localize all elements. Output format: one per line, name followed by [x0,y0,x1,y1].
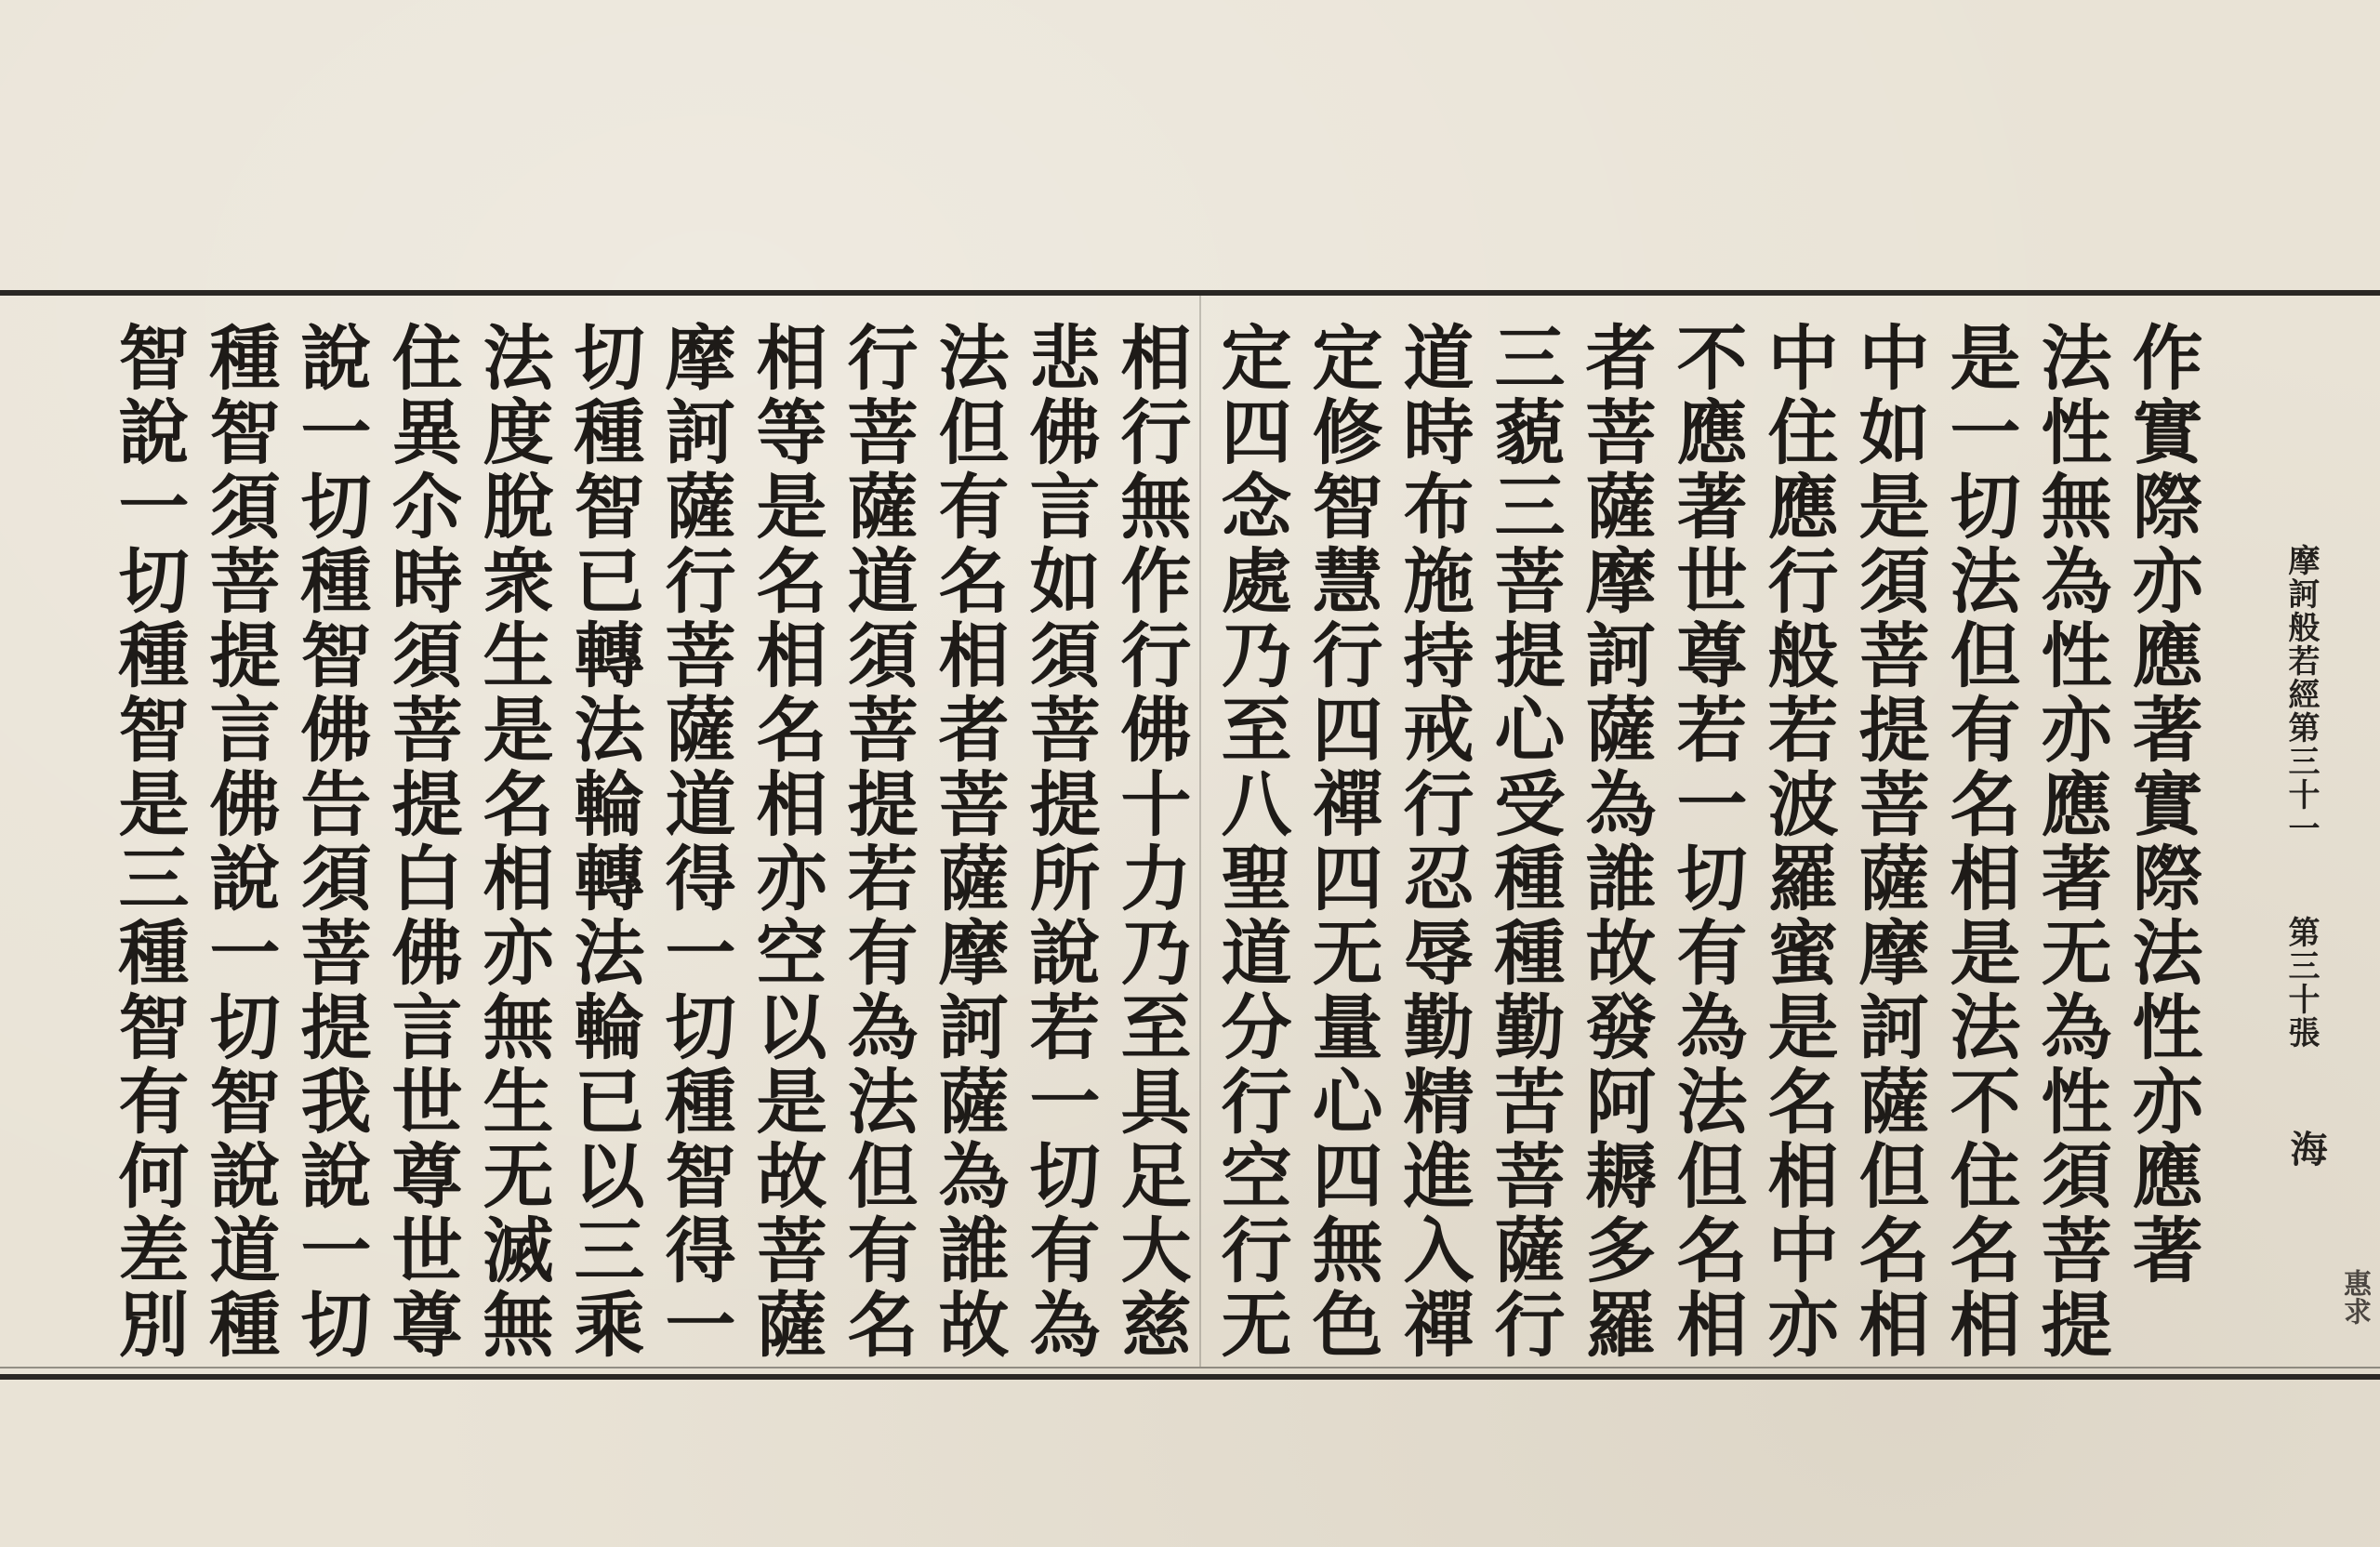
text-column: 定四念處乃至八聖道分行空行无 [1210,321,1292,1362]
text-column: 行菩薩道須菩提若有為法但有名 [836,321,919,1362]
text-column: 法但有名相者菩薩摩訶薩為誰故 [927,321,1010,1362]
margin-page-number: 第三十張 [2282,916,2320,1050]
text-column: 定修智慧行四禪四无量心四無色 [1301,321,1383,1362]
text-column: 相行無作行佛十力乃至具足大慈 [1109,321,1192,1362]
top-border-line [0,290,2380,296]
text-column: 住異尒時須菩提白佛言世尊世尊 [380,321,463,1362]
text-column: 說一切種智佛告須菩提我說一切 [289,321,372,1362]
text-column: 相等是名相名相亦空以是故菩薩 [745,321,827,1362]
text-columns [0,302,2380,1371]
text-column: 中如是須菩提菩薩摩訶薩但名相 [1847,321,1930,1362]
text-column: 道時布施持戒行忍辱勤精進入禪 [1392,321,1474,1362]
bottom-border-line [0,1374,2380,1380]
text-column: 切種智已轉法輪轉法輪已以三乘 [562,321,645,1362]
text-column: 是一切法但有名相是法不住名相 [1938,321,2021,1362]
text-column: 智說一切種智是三種智有何差別 [107,321,190,1362]
text-column: 者菩薩摩訶薩為誰故發阿耨多羅 [1574,321,1657,1362]
text-column: 法度脫衆生是名相亦無生无滅無 [471,321,554,1362]
margin-catalog-glyph: 海 [2284,1130,2328,1167]
text-column: 中住應行般若波羅蜜是名相中亦 [1756,321,1839,1362]
text-column: 作實際亦應著實際法性亦應著 [2121,321,2203,1288]
text-column: 三藐三菩提心受種種勤苦菩薩行 [1483,321,1566,1362]
text-column: 摩訶薩行菩薩道得一切種智得一 [654,321,736,1362]
text-column: 法性無為性亦應著无為性須菩提 [2030,321,2112,1362]
text-column: 悲佛言如須菩提所說若一切有為 [1018,321,1101,1362]
margin-sutra-title: 摩訶般若經第三十一 [2282,544,2320,845]
text-column: 不應著世尊若一切有為法但名相 [1665,321,1748,1362]
text-column: 種智須菩提言佛說一切智說道種 [198,321,281,1362]
margin-carver-mark: 惠求 [2338,1269,2371,1325]
